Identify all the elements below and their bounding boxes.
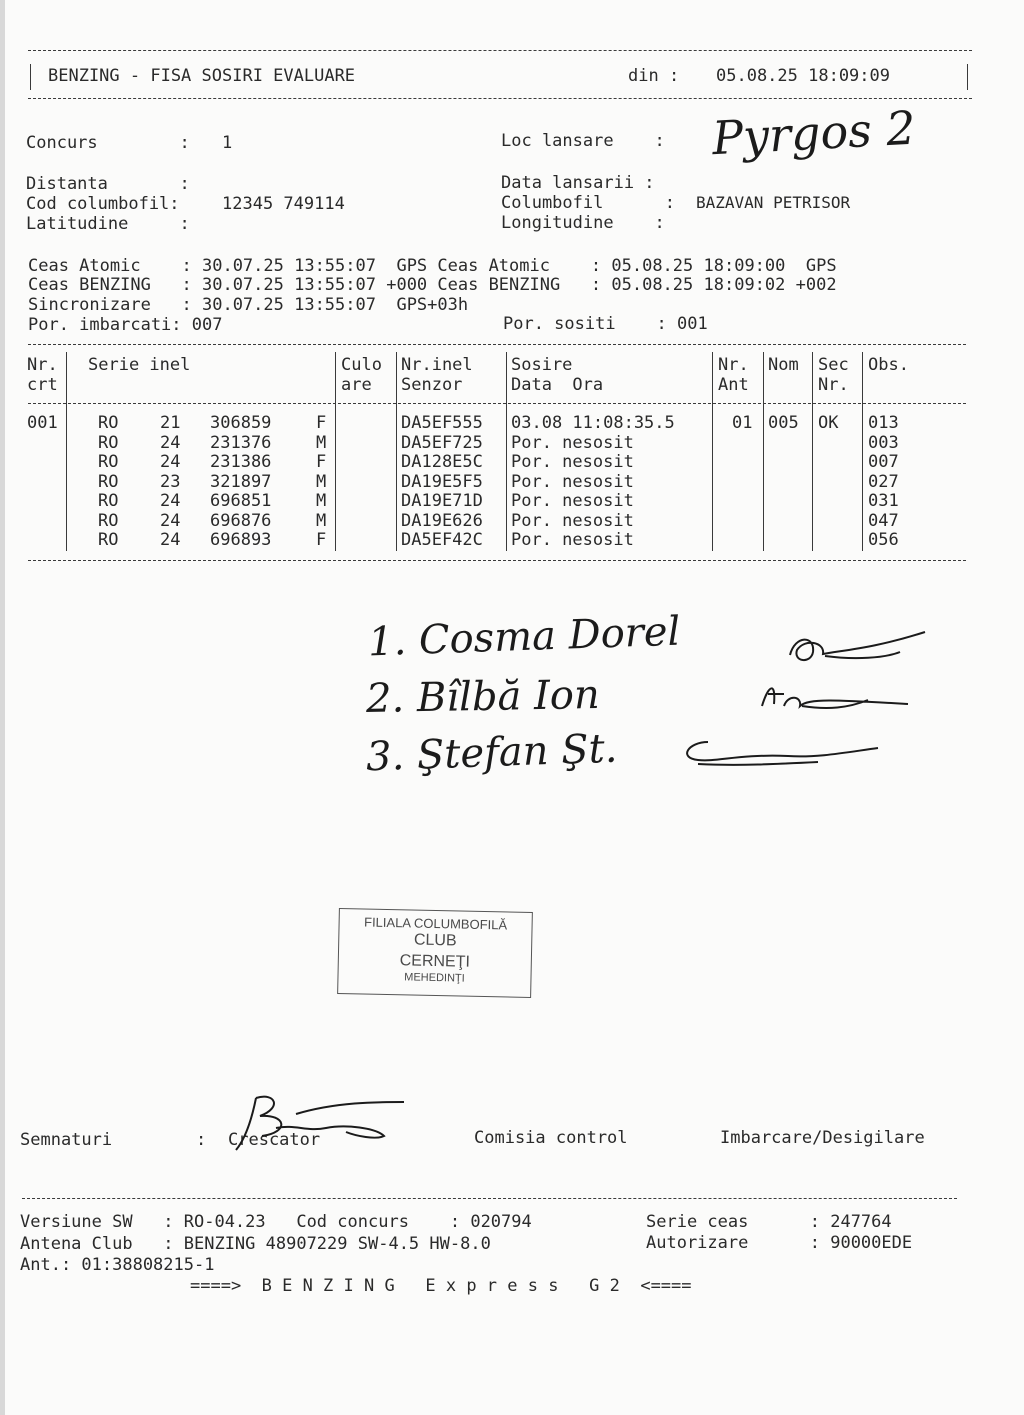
row-arrival: 03.08 11:08:35.5 [511,413,675,433]
footer-version-line: Versiune SW : RO-04.23 Cod concurs : 020794 [20,1212,532,1232]
columbofil-label: Columbofil : [501,193,675,213]
initials-mark-2 [758,676,918,716]
row-ring: 696893 [210,530,272,550]
cod-columbofil-value: 12345 749114 [222,194,345,214]
header-nr-crt-1: Nr. [27,355,58,375]
header-left-border [30,64,31,90]
cod-columbofil-label: Cod columbofil: [26,194,180,214]
concurs-label: Concurs : [26,133,190,153]
row-sex: F [316,413,327,433]
stamp-line-3: CERNEŢI [399,952,471,971]
row-arrival: Por. nesosit [511,491,634,511]
header-sosire-1: Sosire [511,355,573,375]
row-obs: 056 [868,530,899,550]
data-lansarii-label: Data lansarii : [501,173,655,193]
col-sep-5 [712,352,713,551]
row-country: RO [98,471,119,492]
distanta-label: Distanta : [26,174,190,194]
row-nom: 005 [768,413,799,433]
handwritten-line-2: 2. Bîlbă Ion [365,671,601,723]
page-title: BENZING - FISA SOSIRI EVALUARE [48,66,356,86]
row-ring: 696876 [210,510,272,531]
row-sex: M [316,471,327,492]
initials-mark-1 [785,620,935,670]
crescator-signature [226,1088,416,1158]
footer-autorizare: Autorizare : 90000EDE [646,1233,913,1253]
row-sex: M [316,491,327,511]
row-arrival: Por. nesosit [511,452,634,472]
col-sep-7 [812,352,813,551]
footer-rule [22,1198,957,1199]
row-country: RO [98,530,119,550]
header-senzor-1: Nr.inel [401,355,473,375]
header-culoare-1: Culo [341,355,382,375]
handwritten-line-3: 3. Ştefan Şt. [365,725,619,781]
table-top-rule [28,344,966,345]
stamp-line-4: MEHEDINŢI [404,971,465,985]
row-country: RO [98,413,119,433]
row-sex: M [316,432,327,453]
row-arrival: Por. nesosit [511,510,634,531]
table-bottom-rule [28,560,966,561]
initials-mark-3 [678,734,888,774]
loc-lansare-handwritten: Pyrgos 2 [710,100,917,166]
signatures-label: Semnaturi [20,1130,113,1150]
col-sep-3 [396,352,397,551]
row-obs: 047 [868,510,899,531]
row-ring: 321897 [210,471,272,492]
report-date-label: din : [628,66,680,86]
row-sex: F [316,452,327,472]
col-sep-8 [862,352,863,551]
col-sep-4 [506,352,507,551]
concurs-value: 1 [222,133,233,153]
row-country: RO [98,491,119,511]
header-nom: Nom [768,355,799,375]
stamp-line-1: FILIALA COLUMBOFILĂ [363,914,508,933]
por-imbarcati: Por. imbarcati: 007 [28,315,223,335]
row-antenna: 01 [732,413,753,433]
row-year: 24 [160,432,181,453]
signatures-colon: : [196,1130,207,1150]
row-sensor: DA19E5F5 [401,471,483,492]
row-sensor: DA128E5C [401,452,483,472]
handwritten-line-1: 1. Cosma Dorel [367,608,682,666]
comisia-control-label: Comisia control [474,1128,628,1148]
row-sex: F [316,530,327,550]
row-ring: 306859 [210,413,272,433]
col-sep-6 [763,352,764,551]
row-obs: 003 [868,432,899,453]
header-serie-inel: Serie inel [88,355,191,375]
row-sec: OK [818,413,839,433]
imbarcare-label: Imbarcare/Desigilare [720,1128,925,1148]
row-year: 24 [160,452,181,472]
row-obs: 027 [868,471,899,492]
row-country: RO [98,452,119,472]
clock-line-atomic: Ceas Atomic : 30.07.25 13:55:07 GPS Ceas Atomic : 05.08.25 18:09:00 GPS [28,256,837,276]
row-arrival: Por. nesosit [511,432,634,453]
header-sosire-2: Data Ora [511,375,604,395]
footer-antena-line: Antena Club : BENZING 48907229 SW-4.5 HW-8.0 [20,1234,491,1254]
header-ant-1: Nr. [718,355,749,375]
scan-edge [0,0,5,1415]
row-country: RO [98,432,119,453]
loc-lansare-label: Loc lansare : [501,131,665,151]
row-year: 24 [160,491,181,511]
row-obs: 013 [868,413,899,433]
footer-serie-ceas: Serie ceas : 247764 [646,1212,892,1232]
club-stamp [337,908,533,998]
row-year: 24 [160,510,181,531]
por-sositi: Por. sositi : 001 [503,314,708,334]
clock-line-benzing: Ceas BENZING : 30.07.25 13:55:07 +000 Ceas BENZING : 05.08.25 18:09:02 +002 [28,275,837,295]
table-header-rule [28,403,966,404]
row-year: 23 [160,471,181,492]
col-sep-1 [66,352,67,551]
header-culoare-2: are [341,375,372,395]
row-sensor: DA19E71D [401,491,483,511]
columbofil-value: BAZAVAN PETRISOR [696,193,851,212]
header-senzor-2: Senzor [401,375,463,395]
header-bottom-rule [28,98,972,99]
row-obs: 007 [868,452,899,472]
col-sep-2 [335,352,336,551]
header-sec-1: Sec [818,355,849,375]
row-nr: 001 [27,413,58,433]
footer-ant-line: Ant.: 01:38808215-1 [20,1255,215,1275]
header-right-border [967,64,968,90]
footer-brand-line: ====> B E N Z I N G E x p r e s s G 2 <==== [190,1276,692,1296]
row-sex: M [316,510,327,531]
header-ant-2: Ant [718,375,749,395]
row-arrival: Por. nesosit [511,471,634,492]
row-year: 21 [160,413,181,433]
crescator-label: Crescator [228,1130,321,1150]
row-sensor: DA5EF555 [401,413,483,433]
latitudine-label: Latitudine : [26,214,190,234]
row-country: RO [98,510,119,531]
row-ring: 231376 [210,432,272,453]
clock-line-sync: Sincronizare : 30.07.25 13:55:07 GPS+03h [28,295,469,315]
row-ring: 231386 [210,452,272,472]
row-obs: 031 [868,491,899,511]
row-ring: 696851 [210,491,272,511]
stamp-line-2: CLUB [413,931,457,950]
row-sensor: DA5EF42C [401,530,483,550]
row-sensor: DA5EF725 [401,432,483,453]
row-sensor: DA19E626 [401,510,483,531]
longitudine-label: Longitudine : [501,213,665,233]
header-top-rule [28,50,972,51]
row-year: 24 [160,530,181,550]
header-obs: Obs. [868,355,909,375]
header-nr-crt-2: crt [27,375,58,395]
report-date-value: 05.08.25 18:09:09 [716,66,890,86]
row-arrival: Por. nesosit [511,530,634,550]
header-sec-2: Nr. [818,375,849,395]
